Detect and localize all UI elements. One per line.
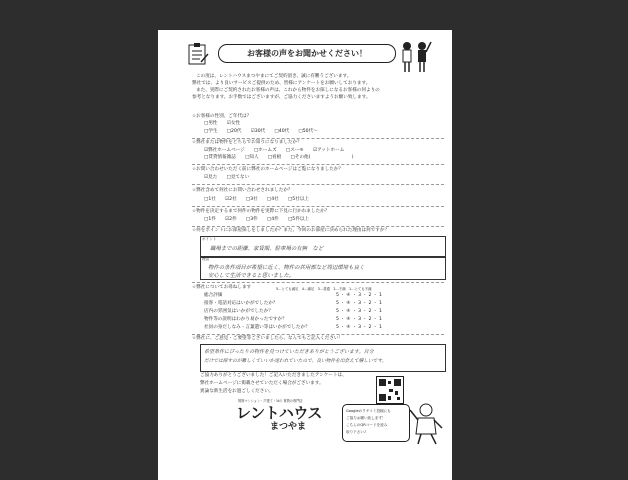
reason-answer-line2: 安心して生活できると思いました。	[208, 273, 295, 279]
intro-line: 弊社では、より良いサービスご提供のため、皆様にアンケートをお願いしております。	[192, 81, 371, 86]
answer-inquiries: □1社 ☑2社 □3社 □4社 □5社以上	[204, 197, 310, 202]
divider	[192, 334, 444, 335]
closing-line: 弊社ホームページに掲載させていただく場合がございます。	[200, 381, 324, 386]
reason-label: 理由	[202, 257, 210, 261]
point-label: ポイント	[202, 237, 217, 241]
divider	[192, 138, 444, 139]
closing-line: 異論な新生活をお過ごしください。	[200, 389, 274, 394]
question-homepage: ☆お問い合わせいただく前に弊社のホームページはご覧になりましたか？	[192, 167, 344, 172]
intro-line: 参考となります。お手数ではございますが、ご協力くださいますようお願い致します。	[192, 95, 371, 100]
closing-line: ご協力ありがとうございました！ご記入いただきましたアンケートは、	[200, 373, 347, 378]
divider	[192, 206, 444, 207]
rating-score: 5 ・ ④ ・ 3 ・ 2 ・ 1	[336, 317, 382, 322]
question-inquiries: ☆弊社含めて何社にお問い合わせされましたか？	[192, 188, 293, 193]
answer-homepage: ☑見た □見てない	[204, 175, 250, 180]
note-line: ご協力お願い致します！	[346, 416, 386, 420]
divider	[192, 282, 444, 283]
question-reason: ☆何をポイントにお部屋探しをしましたか？また、今回のお部屋に決められた理由は何ですか？	[192, 228, 390, 233]
rating-score: 5 ・ ④ ・ 3 ・ 2 ・ 1	[336, 309, 382, 314]
intro-line: また、実際にご契約されたお客様の声は、これから物件をお探しになるお客様の何よりの	[196, 88, 380, 93]
rating-label: 社員の身だしなみ・言葉遣い等はいかがでしたか？	[204, 325, 310, 330]
logo-wordmark: レントハウス	[236, 404, 322, 422]
comments-line2: だけでは探すのが難しくていいか迷われていたので、良い物件を出会えて嬉しいです。	[204, 359, 387, 364]
question-rating: ☆弊社についてお尋ねします	[192, 285, 252, 290]
answer-source-row2: □賃貸情報雑誌 □知人 □看板 □その他( )	[204, 155, 354, 160]
divider	[192, 164, 444, 165]
question-gender-age: ☆お客様の性別、ご年代は？	[192, 114, 252, 119]
survey-sheet	[158, 30, 452, 480]
answer-viewings: □1件 ☑2件 □3件 □4件 □5件以上	[204, 217, 310, 222]
reason-answer-line1: 物件の条件項目が希望に近く、物件の共用部など周辺環境も良く	[208, 265, 365, 271]
logo-tagline: 賃貸マンション・戸建て・Ｍの 賃貸の専門店	[238, 399, 303, 403]
google-review-note	[342, 404, 410, 442]
note-line: こちらのQRコードを読み	[346, 423, 388, 427]
note-line: Googleのクチコミ投稿にも	[346, 409, 391, 413]
question-comments: ☆弊社に、ご意見・ご要望等ございましたら、なんでもご記入ください！	[192, 336, 344, 341]
intro-line: この度は、レントハウスまつやまにてご契約頂き、誠に有難うございます。	[196, 74, 352, 79]
rating-score: 5 ・ ④ ・ 3 ・ 2 ・ 1	[336, 325, 382, 330]
divider	[192, 226, 444, 227]
rating-score: 5 ・ ④ ・ 3 ・ 2 ・ 1	[336, 293, 382, 298]
answer-gender: □男性 ☑女性	[204, 121, 241, 126]
rating-scale: 5…とても満足 4…満足 3…普通 2…不満 1…とても不満	[276, 287, 372, 291]
staff-illustration-icon	[398, 40, 432, 74]
clipboard-icon	[186, 42, 210, 66]
page-title: お客様の声をお聞かせください！	[218, 44, 396, 63]
point-answer: 職場までの距離、家賃額、駐車場の有無 など	[210, 246, 324, 252]
mascot-icon	[408, 402, 444, 446]
logo-subname: まつやま	[270, 422, 307, 432]
rating-label: 総合評価	[204, 293, 223, 298]
rating-label: 物件等の説明はわかり易かったですか？	[204, 317, 287, 322]
note-line: 取り下さい♪	[346, 430, 367, 434]
rating-score: 5 ・ ④ ・ 3 ・ 2 ・ 1	[336, 301, 382, 306]
question-source: ☆弊社または物件をどちらでお知りになりましたか？	[192, 140, 302, 145]
rating-label: 接客・電話対応はいかがでしたか？	[204, 301, 278, 306]
comments-line1: 希望条件にぴったりの物件を見つけていただきありがとうございます。自分	[204, 349, 374, 355]
divider	[192, 184, 444, 185]
answer-source-row1: ☑弊社ホームページ □ホームズ □スーモ ☑アットホーム	[204, 148, 345, 153]
question-viewings: ☆物件を決定するまで何件の物件を実際に下見に行かれましたか？	[192, 209, 330, 214]
answer-age: □学生 □20代 ☑30代 □40代 □50代～	[204, 129, 318, 134]
qr-code-icon	[376, 376, 404, 404]
rating-label: 店内の雰囲気はいかがでしたか？	[204, 309, 273, 314]
